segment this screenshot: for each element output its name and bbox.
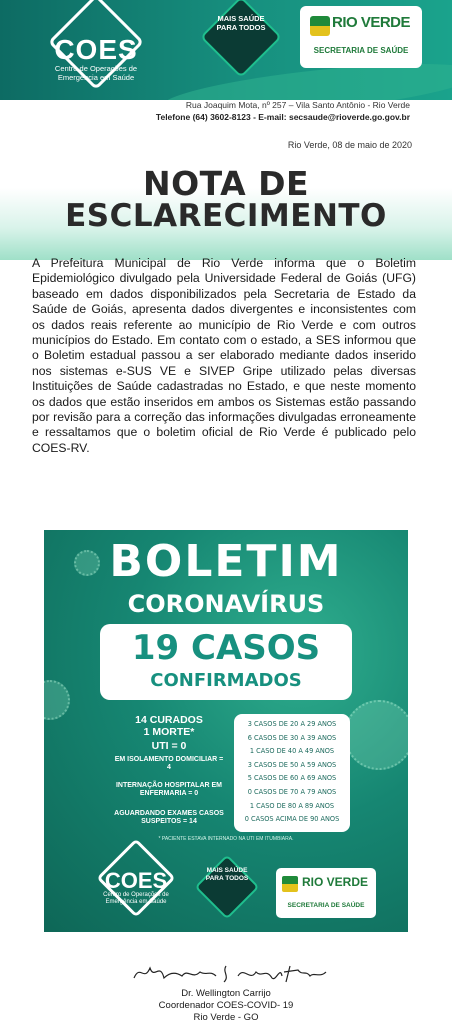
rio-verde-name: RIO VERDE — [302, 875, 369, 889]
ward-hospitalization-count: INTERNAÇÃO HOSPITALAR EM ENFERMARIA = 0 — [115, 782, 223, 797]
list-item: 0 CASOS DE 70 A 79 ANOS — [247, 786, 337, 796]
coes-logo-subtitle: Centro de Operações de Emergência em Saúde — [54, 64, 138, 82]
coes-logo-word: COES — [54, 34, 138, 65]
age-groups-list — [234, 714, 350, 832]
body-paragraph: A Prefeitura Municipal de Rio Verde informa que o Boletim Epidemiológico divulgado pela Universidade Federal de Goiás (UFG) baseado em dados disponibilizados pela Secretaria de Estado da Saúde de Goiás, apresenta dados divergentes e inconsistentes com os dados reais referente ao município de Rio Verde e com outros municípios do Estado. Em contato com o estado, a SES informou que o Boletim estadual passou a ser elaborado mediante dados inserido nos sistemas e-SUS VE e SIVEP Gripe utilizado pelas diversas Instituições de Saúde cadastradas no Estado, e que neste momento os dados que estão inseridos em ambos os Sistemas estão passando por revisão para a correção das informações divulgadas erroneamente e ressaltamos que o boletim oficial de Rio Verde é publicado pelo COES-RV. — [32, 256, 416, 455]
rio-verde-dept: SECRETARIA DE SAÚDE — [313, 46, 409, 55]
mais-saude-text: MAIS SAÚDE PARA TODOS — [216, 14, 266, 32]
page-title-line-1: NOTA DE — [142, 164, 310, 203]
list-item: 1 CASO DE 80 A 89 ANOS — [249, 800, 335, 810]
deaths-count: 1 MORTE* — [143, 726, 195, 738]
boletim-card — [44, 530, 408, 932]
contact-line: Telefone (64) 3602-8123 - E-mail: secsaude@rioverde.go.gov.br — [155, 112, 410, 122]
status-summary — [114, 714, 224, 832]
address-line: Rua Joaquim Mota, nº 257 – Vila Santo Antônio - Rio Verde — [185, 100, 410, 110]
coes-logo-word: COES — [104, 868, 168, 893]
list-item: 6 CASOS DE 30 A 39 ANOS — [247, 732, 337, 742]
suspected-cases-count: AGUARDANDO EXAMES CASOS SUSPEITOS = 14 — [114, 810, 224, 825]
signer-role: Coordenador COES-COVID- 19 — [158, 1000, 294, 1011]
page-title-line-2: ESCLARECIMENTO — [65, 198, 387, 234]
coes-logo-subtitle: Centro de Operações de Emergência em Saúde — [103, 892, 169, 905]
boletim-subtitle: CORONAVÍRUS — [127, 590, 325, 618]
confirmed-cases-number: 19 CASOS — [131, 628, 321, 668]
document-date: Rio Verde, 08 de maio de 2020 — [287, 140, 412, 150]
confirmed-cases-label: CONFIRMADOS — [150, 670, 302, 691]
icu-count: UTI = 0 — [151, 740, 187, 752]
coat-of-arms-icon — [282, 876, 298, 892]
list-item: 0 CASOS ACIMA DE 90 ANOS — [244, 814, 340, 824]
recovered-count: 14 CURADOS — [135, 714, 203, 726]
letterhead — [0, 0, 452, 260]
handwritten-signature — [130, 958, 330, 986]
signer-name: Dr. Wellington Carrijo — [181, 988, 271, 999]
mais-saude-text: MAIS SAÚDE PARA TODOS — [205, 867, 249, 882]
mais-saude-badge — [194, 854, 259, 919]
list-item: 1 CASO DE 40 A 49 ANOS — [249, 746, 335, 756]
list-item: 3 CASOS DE 50 A 59 ANOS — [247, 759, 337, 769]
list-item: 5 CASOS DE 60 A 69 ANOS — [247, 773, 337, 783]
home-isolation-count: EM ISOLAMENTO DOMICILIAR = 4 — [114, 756, 224, 771]
rio-verde-name: RIO VERDE — [332, 14, 411, 31]
virus-icon — [344, 700, 408, 770]
coes-logo — [40, 6, 152, 94]
list-item: 3 CASOS DE 20 A 29 ANOS — [247, 719, 337, 728]
boletim-title: BOLETIM — [109, 536, 343, 587]
rio-verde-dept: SECRETARIA DE SAÚDE — [287, 902, 365, 909]
signer-place: Rio Verde - GO — [193, 1012, 259, 1023]
coat-of-arms-icon — [310, 16, 330, 36]
boletim-footnote: * PACIENTE ESTAVA INTERNADO NA UTI EM ITUMBIARA. — [158, 836, 294, 842]
confirmed-cases-box — [100, 624, 352, 700]
virus-icon — [44, 680, 70, 720]
rio-verde-logo — [276, 868, 376, 918]
coes-logo — [94, 848, 178, 922]
rio-verde-logo — [300, 6, 422, 68]
